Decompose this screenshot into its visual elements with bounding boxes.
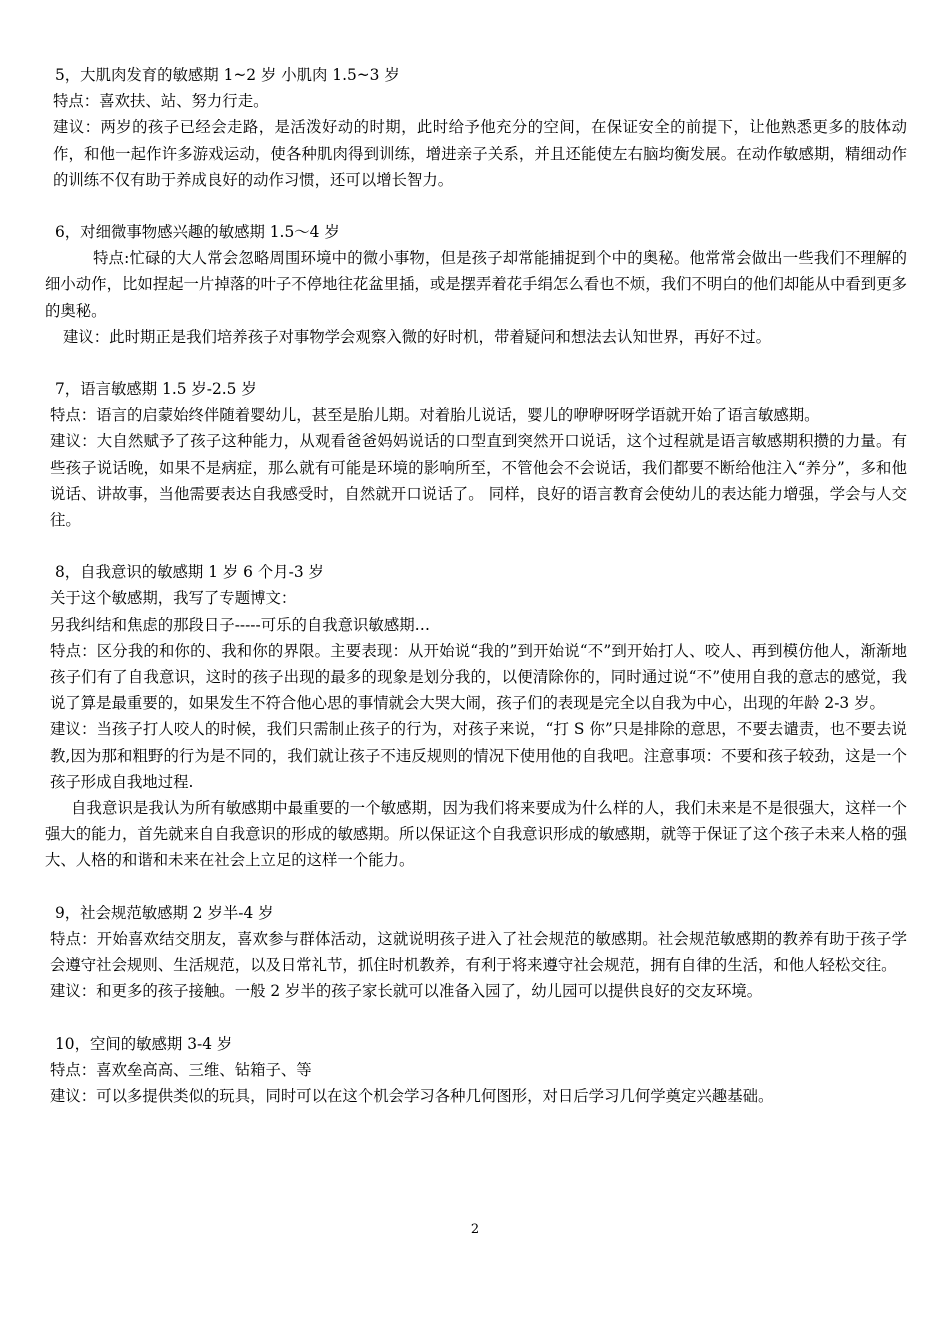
features-paragraph: 特点:忙碌的大人常会忽略周围环境中的微小事物，但是孩子却常能捕捉到个中的奥秘。他常常会做出一些我们不理解的细小动作，比如捏起一片掉落的叶子不停地往花盆里插，或是摆弄着花手绢怎么看也不烦，我们不明白的他们却能从中看到更多的奥秘。 bbox=[45, 249, 907, 320]
features-paragraph: 特点：开始喜欢结交朋友，喜欢参与群体活动，这就说明孩子进入了社会规范的敏感期。社会规范敏感期的教养有助于孩子学会遵守社会规则、生活规范，以及日常礼节，抓住时机教养，有利于将来遵守社会规范，拥有自律的生活，和他人轻松交往。 bbox=[50, 929, 907, 975]
section-title: 9，社会规范敏感期 2 岁半-4 岁 bbox=[55, 903, 274, 922]
suggestion-paragraph: 建议：大自然赋予了孩子这种能力，从观看爸爸妈妈说话的口型直到突然开口说话，这个过程就是语言敏感期积攒的力量。有些孩子说话晚，如果不是病症，那么就有可能是环境的影响所至，不管他会不会说话，我们都要不断给他注入“养分”，多和他说话、讲故事，当他需要表达自我感受时，自然就开口说话了。 同样，良好的语言教育会使幼儿的表达能力增强，学会与人交往。 bbox=[50, 432, 907, 530]
section-space bbox=[45, 1031, 907, 1110]
suggestion-paragraph: 建议：和更多的孩子接触。一般 2 岁半的孩子家长就可以准备入园了，幼儿园可以提供良好的交友环境。 bbox=[50, 982, 763, 1001]
suggestion-paragraph: 建议：两岁的孩子已经会走路，是活泼好动的时期，此时给予他充分的空间，在保证安全的前提下，让他熟悉更多的肢体动作，和他一起作许多游戏运动，使各种肌肉得到训练，增进亲子关系，并且还能使左右脑均衡发展。在动作敏感期，精细动作的训练不仅有助于养成良好的动作习惯，还可以增长智力。 bbox=[53, 118, 907, 189]
blog-intro-paragraph: 关于这个敏感期，我写了专题博文： bbox=[50, 589, 297, 608]
section-self-awareness bbox=[45, 559, 907, 873]
blog-post-title: 另我纠结和焦虑的那段日子-----可乐的自我意识敏感期… bbox=[50, 615, 430, 634]
section-title: 8，自我意识的敏感期 1 岁 6 个月-3 岁 bbox=[55, 563, 324, 582]
suggestion-paragraph: 建议：可以多提供类似的玩具，同时可以在这个机会学习各种几何图形，对日后学习几何学奠定兴趣基础。 bbox=[50, 1086, 774, 1105]
section-social-norms bbox=[45, 900, 907, 1005]
features-paragraph: 特点：喜欢扶、站、努力行走。 bbox=[53, 92, 269, 111]
section-fine-details bbox=[45, 219, 907, 350]
section-language bbox=[45, 376, 907, 533]
section-title: 5，大肌肉发育的敏感期 1~2 岁 小肌肉 1.5~3 岁 bbox=[55, 66, 400, 84]
section-title: 7，语言敏感期 1.5 岁-2.5 岁 bbox=[55, 380, 257, 399]
suggestion-paragraph: 建议：当孩子打人咬人的时候，我们只需制止孩子的行为，对孩子来说，“打 S 你”只是排除的意思，不要去谴责，也不要去说教,因为那和粗野的行为是不同的，我们就让孩子不违反规则的情况下使用他的自我吧。注意事项：不要和孩子较劲，这是一个孩子形成自我地过程. bbox=[50, 720, 907, 791]
suggestion-paragraph: 建议：此时期正是我们培养孩子对事物学会观察入微的好时机，带着疑问和想法去认知世界，再好不过。 bbox=[63, 327, 771, 346]
section-title: 6，对细微事物感兴趣的敏感期 1.5～4 岁 bbox=[55, 223, 340, 242]
commentary-paragraph: 自我意识是我认为所有敏感期中最重要的一个敏感期，因为我们将来要成为什么样的人，我们未来是不是很强大，这样一个强大的能力，首先就来自自我意识的形成的敏感期。所以保证这个自我意识形成的敏感期，就等于保证了这个孩子未来人格的强大、人格的和谐和未来在社会上立足的这样一个能力。 bbox=[45, 799, 907, 870]
features-paragraph: 特点：区分我的和你的、我和你的界限。主要表现：从开始说“我的”到开始说“不”到开始打人、咬人、再到模仿他人，渐渐地孩子们有了自我意识，这时的孩子出现的最多的现象是划分我的，以便清除你的，同时通过说“不”使用自我的意志的感觉，我说了算是最重要的，如果发生不符合他心思的事情就会大哭大闹，孩子们的表现是完全以自我为中心，出现的年龄 2-3 岁。 bbox=[50, 641, 907, 713]
section-gross-motor bbox=[45, 62, 907, 193]
features-paragraph: 特点：语言的启蒙始终伴随着婴幼儿，甚至是胎儿期。对着胎儿说话，婴儿的咿咿呀呀学语就开始了语言敏感期。 bbox=[50, 406, 820, 425]
features-paragraph: 特点：喜欢垒高高、三维、钻箱子、等 bbox=[50, 1060, 312, 1079]
page-number: 2 bbox=[470, 1222, 480, 1237]
document-page bbox=[45, 62, 907, 1135]
section-title: 10，空间的敏感期 3-4 岁 bbox=[55, 1034, 233, 1053]
